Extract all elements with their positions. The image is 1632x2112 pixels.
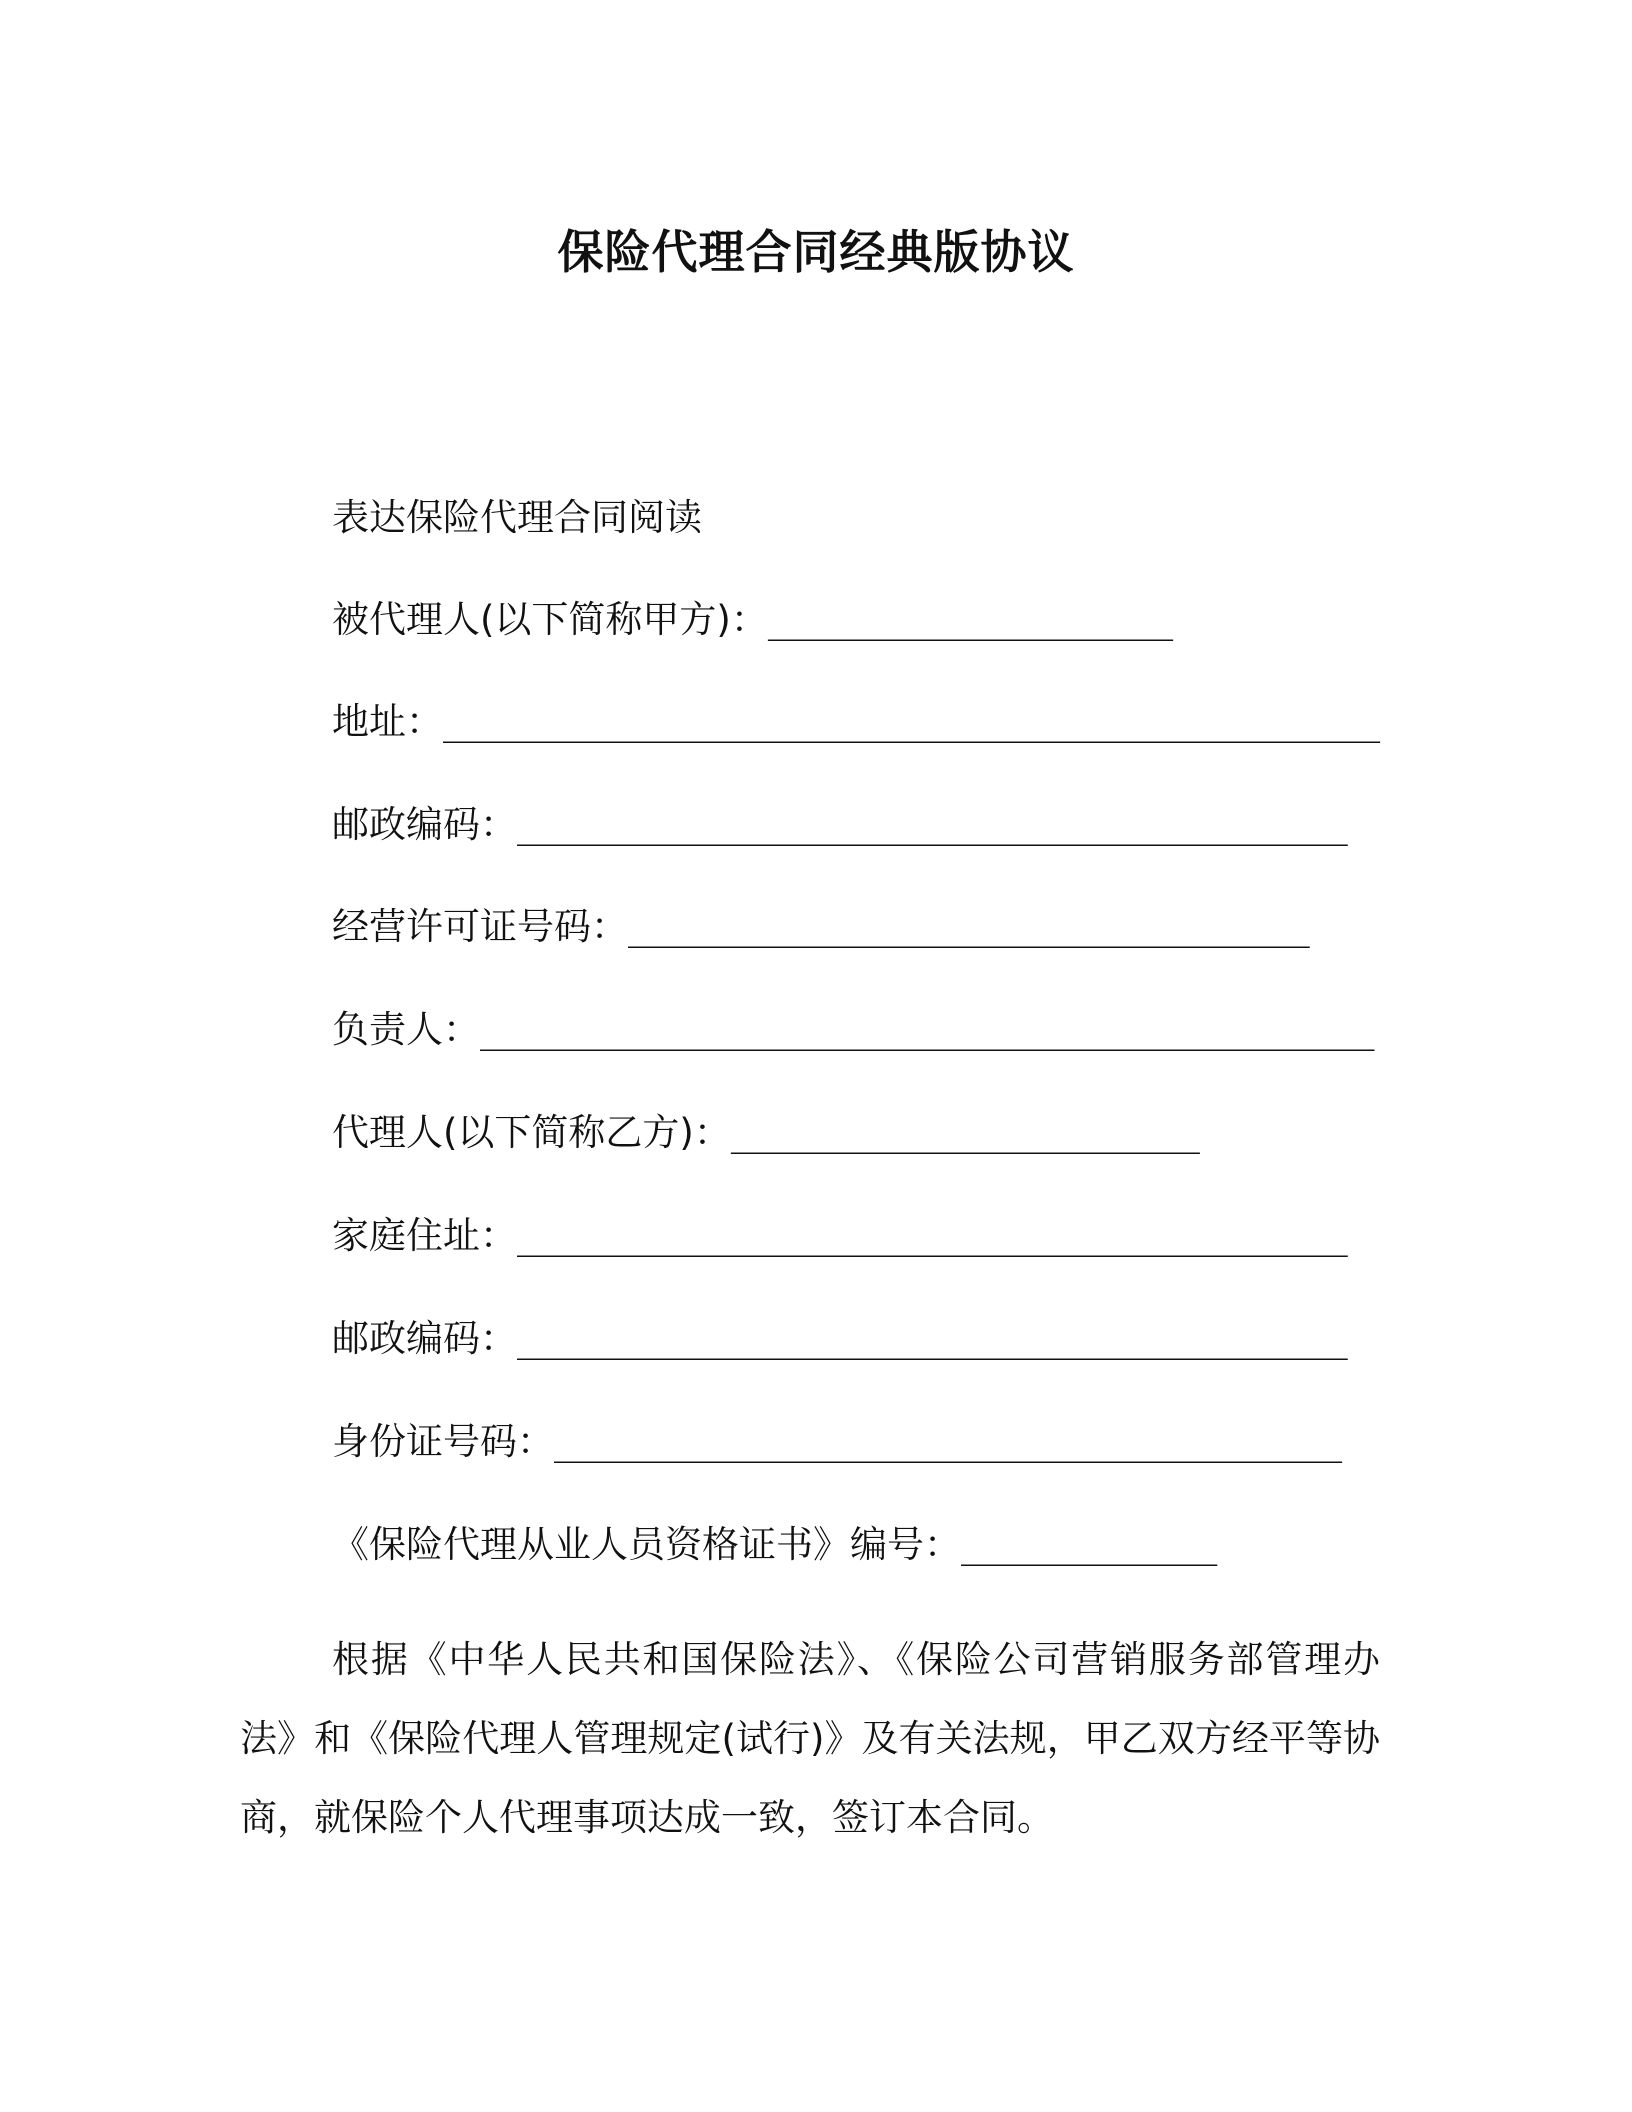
field-blank: __________________________________________: [480, 1008, 1374, 1051]
field-responsible-person: [332, 1005, 1374, 1055]
field-postal-code: [332, 800, 1347, 850]
field-blank: _______________________________________: [517, 1214, 1347, 1257]
field-blank: _______________________________________: [517, 1317, 1347, 1360]
field-label: 代理人(以下简称乙方)：: [332, 1111, 731, 1154]
field-certificate-number: [332, 1520, 1216, 1570]
body-paragraph: 根据《中华人民共和国保险法》、《保险公司营销服务部管理办法》和《保险代理人管理规定(试行)》及有关法规，甲乙双方经平等协商，就保险个人代理事项达成一致，签订本合同。: [240, 1638, 1380, 1839]
field-principal: [332, 595, 1172, 645]
field-blank: ____________________________________________: [443, 700, 1380, 743]
field-label: 身份证号码：: [332, 1420, 554, 1463]
field-blank: ___________________: [767, 598, 1173, 641]
field-label: 负责人：: [332, 1008, 480, 1051]
field-label: 被代理人(以下简称甲方)：: [332, 598, 768, 641]
field-label: 邮政编码：: [332, 803, 517, 846]
field-label: 家庭住址：: [332, 1214, 517, 1257]
field-blank: ____________: [961, 1523, 1217, 1566]
field-postal-code-2: [332, 1314, 1347, 1364]
field-blank: ______________________: [730, 1111, 1199, 1154]
document-subtitle: 表达保险代理合同阅读: [332, 496, 702, 539]
field-agent: [332, 1108, 1199, 1158]
document-title: 保险代理合同经典版协议: [557, 225, 1075, 279]
field-id-number: [332, 1417, 1341, 1467]
field-label: 邮政编码：: [332, 1317, 517, 1360]
field-blank: ________________________________: [628, 905, 1309, 948]
field-address: [332, 697, 1379, 747]
field-label: 地址：: [332, 700, 443, 743]
field-home-address: [332, 1211, 1347, 1261]
field-label: 经营许可证号码：: [332, 905, 628, 948]
field-blank: _______________________________________: [517, 803, 1347, 846]
field-label: 《保险代理从业人员资格证书》编号：: [332, 1523, 961, 1566]
field-blank: _____________________________________: [554, 1420, 1342, 1463]
field-license-number: [332, 902, 1309, 952]
